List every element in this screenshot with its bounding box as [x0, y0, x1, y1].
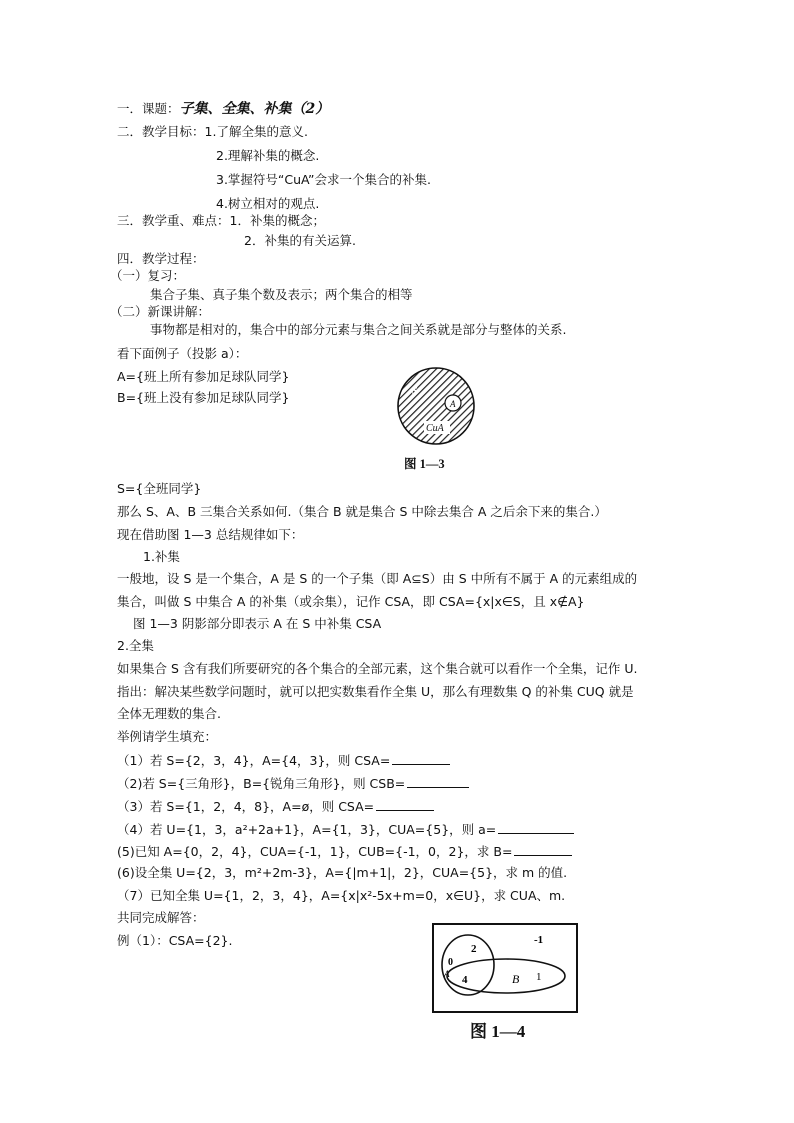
process-label: 四．教学过程： — [117, 251, 205, 266]
exercise-text: （1）若 S={2，3，4}，A={4，3}，则 CSA= — [117, 753, 391, 768]
complement-heading: 1.补集 — [143, 549, 180, 564]
goals-label: 二．教学目标： — [117, 124, 205, 139]
label-a: A — [450, 399, 456, 409]
universal-note: 全体无理数的集合. — [117, 706, 221, 721]
answer-blank[interactable] — [392, 752, 450, 765]
lesson-title-prefix: 一．课题： — [117, 101, 180, 116]
label-a: A — [444, 969, 450, 979]
label-s: S — [412, 386, 418, 397]
review-label: （一）复习： — [110, 268, 186, 283]
complement-definition: 一般地，设 S 是一个集合，A 是 S 的一个子集（即 A⊆S）由 S 中所有不属于 A 的元素组成的 — [117, 571, 638, 586]
lesson-title-line — [117, 101, 329, 117]
label-4: 4 — [462, 974, 468, 986]
universal-note: 指出：解决某些数学问题时，就可以把实数集看作全集 U，那么有理数集 Q 的补集 CUQ 就是 — [117, 684, 634, 699]
goal-item: 4.树立相对的观点. — [216, 196, 320, 211]
keypoint-item: 2．补集的有关运算. — [244, 233, 356, 248]
example-intro: 看下面例子（投影 a）： — [117, 346, 248, 361]
keypoints-label: 三．教学重、难点： — [117, 213, 230, 228]
answer-blank[interactable] — [407, 775, 469, 788]
label-minus-1: -1 — [534, 934, 544, 946]
figure-1-4-diagram — [432, 923, 578, 1013]
goal-item: 3.掌握符号“CuA”会求一个集合的补集. — [216, 172, 432, 187]
keypoints-line-1 — [117, 213, 325, 229]
exercise-text: （4）若 U={1，3，a²+2a+1}，A={1，3}，CUA={5}，则 a= — [117, 822, 497, 837]
new-lesson-label: （二）新课讲解： — [110, 304, 211, 319]
exercise-text: （3）若 S={1，2，4，8}，A=ø，则 CSA= — [117, 799, 375, 814]
universal-heading: 2.全集 — [117, 638, 154, 653]
figure-note: 图 1—3 阴影部分即表示 A 在 S 中补集 CSA — [133, 616, 382, 631]
review-text: 集合子集、真子集个数及表示；两个集合的相等 — [150, 287, 413, 302]
label-1: 1 — [536, 971, 542, 983]
goal-item: 1.了解全集的意义. — [204, 124, 308, 139]
label-cua: CuA — [426, 423, 444, 434]
exercise-item — [117, 752, 450, 769]
answer-blank[interactable] — [514, 843, 572, 856]
together-label: 共同完成解答： — [117, 910, 205, 925]
answer-example-1: 例（1）：CSA={2}. — [117, 933, 233, 948]
figure-1-3-diagram — [396, 366, 476, 446]
exercise-text: （2)若 S={三角形}，B={锐角三角形}，则 CSB= — [117, 776, 406, 791]
answer-blank[interactable] — [376, 798, 434, 811]
exercise-item — [117, 798, 434, 815]
goal-item: 2.理解补集的概念. — [216, 148, 320, 163]
figure-1-4-caption: 图 1—4 — [470, 1022, 526, 1041]
new-lesson-intro: 事物都是相对的，集合中的部分元素与集合之间关系就是部分与整体的关系. — [150, 322, 567, 337]
figure-1-3-caption: 图 1—3 — [404, 457, 445, 471]
label-b: B — [512, 972, 520, 986]
relation-question: 那么 S、A、B 三集合关系如何.（集合 B 就是集合 S 中除去集合 A 之后余下来的集合.） — [117, 504, 607, 519]
label-0: 0 — [448, 957, 453, 968]
universal-definition: 如果集合 S 含有我们所要研究的各个集合的全部元素，这个集合就可以看作一个全集，记作 U. — [117, 661, 638, 676]
exercise-text: (5)已知 A={0，2，4}，CUA={-1，1}，CUB={-1，0，2}，求 B= — [117, 844, 513, 859]
label-2: 2 — [471, 943, 477, 955]
keypoint-item: 1．补集的概念； — [229, 213, 325, 228]
exercise-item — [117, 775, 469, 792]
summary-intro: 现在借助图 1—3 总结规律如下： — [117, 527, 304, 542]
answer-blank[interactable] — [498, 821, 574, 834]
exercise-item: (6)设全集 U={2，3，m²+2m-3}，A={|m+1|，2}，CUA={5}，求 m 的值. — [117, 865, 568, 880]
exercise-intro: 举例请学生填充： — [117, 729, 218, 744]
set-a-definition: A={班上所有参加足球队同学} — [117, 369, 290, 384]
exercise-item: （7）已知全集 U={1，2，3，4}，A={x|x²-5x+m=0，x∈U}，求 CUA、m. — [117, 888, 566, 903]
exercise-item — [117, 843, 572, 860]
lesson-title: 子集、全集、补集（2） — [179, 101, 330, 117]
set-b-definition: B={班上没有参加足球队同学} — [117, 390, 290, 405]
set-s-definition: S={全班同学} — [117, 481, 202, 496]
complement-definition: 集合，叫做 S 中集合 A 的补集（或余集），记作 CSA，即 CSA={x|x∈S，且 x∉A} — [117, 594, 585, 609]
exercise-item — [117, 821, 574, 838]
goals-line-1 — [117, 124, 308, 140]
